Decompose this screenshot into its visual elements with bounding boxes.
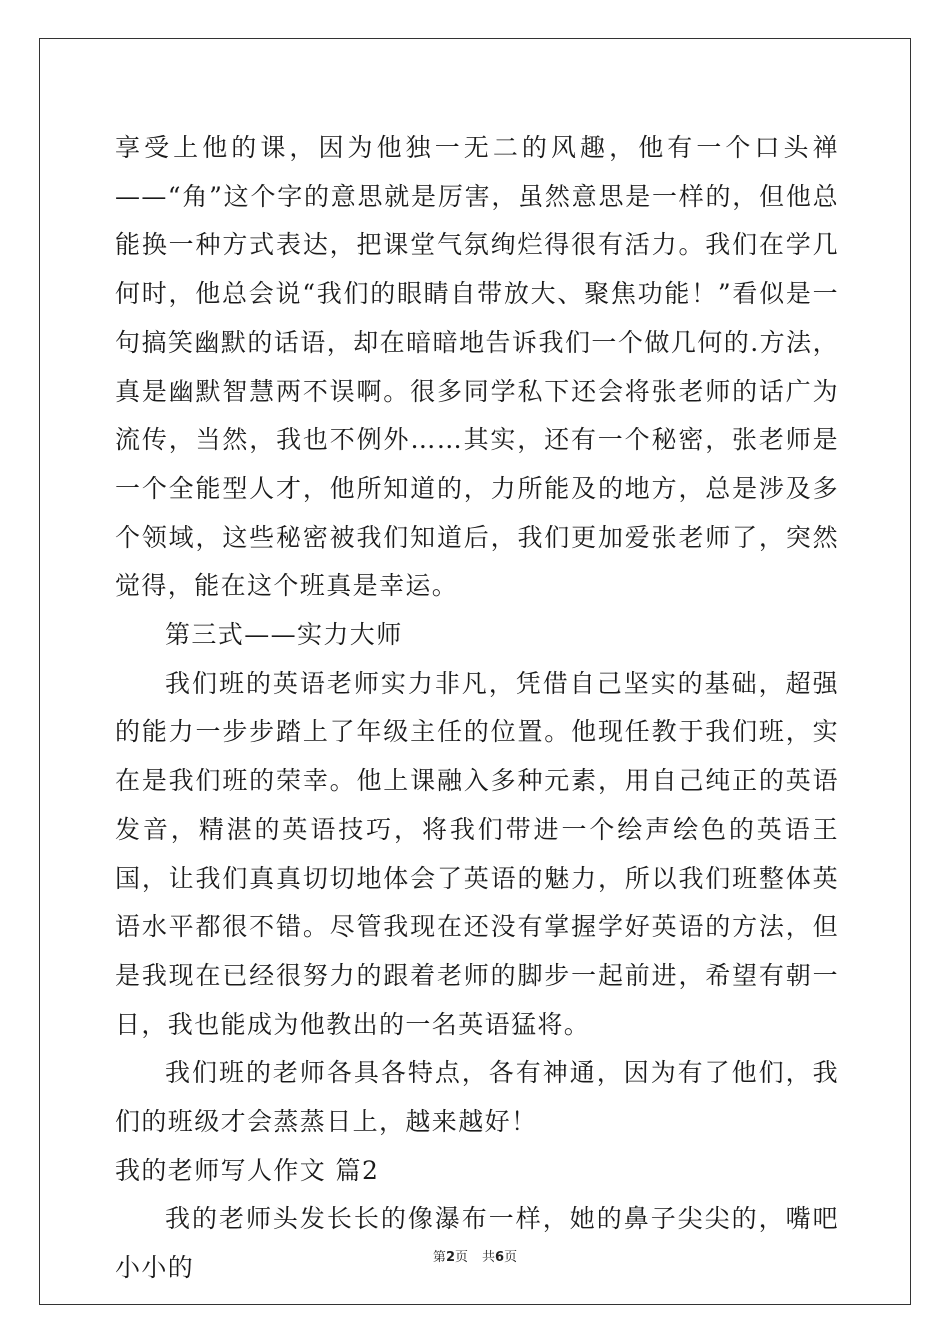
footer-total-prefix: 共 bbox=[482, 1250, 496, 1265]
paragraph-conclusion: 我们班的老师各具各特点，各有神通，因为有了他们，我们的班级才会蒸蒸日上，越来越好！ bbox=[115, 1058, 839, 1137]
footer-page-suffix: 页 bbox=[454, 1250, 468, 1265]
paragraph-1: 享受上他的课，因为他独一无二的风趣，他有一个口头禅——“角”这个字的意思就是厉害，虽然意思是一样的，但他总能换一种方式表达，把课堂气氛绚烂得很有活力。我们在学几何时，他总会说“我们的眼睛自带放大、聚焦功能！”看似是一句搞笑幽默的话语，却在暗暗地告诉我们一个做几何的.方法，真是幽默智慧两不误啊。很多同学私下还会将张老师的话广为流传，当然，我也不例外……其实，还有一个秘密，张老师是一个全能型人才，他所知道的，力所能及的地方，总是涉及多个领域，这些秘密被我们知道后，我们更加爱张老师了，突然觉得，能在这个班真是幸运。 bbox=[115, 133, 839, 601]
page-footer bbox=[0, 1246, 950, 1265]
paragraph-essay-2-opening: 我的老师头发长长的像瀑布一样，她的鼻子尖尖的，嘴吧小小的 bbox=[115, 1204, 839, 1283]
footer-total-suffix: 页 bbox=[504, 1250, 518, 1265]
footer-page-total: 6 bbox=[495, 1250, 505, 1265]
footer-page-current: 2 bbox=[445, 1250, 455, 1265]
section-heading-third-style: 第三式——实力大师 bbox=[165, 620, 403, 650]
footer-page-prefix: 第 bbox=[432, 1250, 446, 1265]
paragraph-english-teacher: 我们班的英语老师实力非凡，凭借自己坚实的基础，超强的能力一步步踏上了年级主任的位置。他现任教于我们班，实在是我们班的荣幸。他上课融入多种元素，用自己纯正的英语发音，精湛的英语技巧，将我们带进一个绘声绘色的英语王国，让我们真真切切地体会了英语的魅力，所以我们班整体英语水平都很不错。尽管我现在还没有掌握学好英语的方法，但是我现在已经很努力的跟着老师的脚步一起前进，希望有朝一日，我也能成为他教出的一名英语猛将。 bbox=[115, 668, 839, 1039]
essay-title-part-2: 我的老师写人作文 篇2 bbox=[115, 1155, 380, 1185]
document-body bbox=[115, 124, 839, 1293]
